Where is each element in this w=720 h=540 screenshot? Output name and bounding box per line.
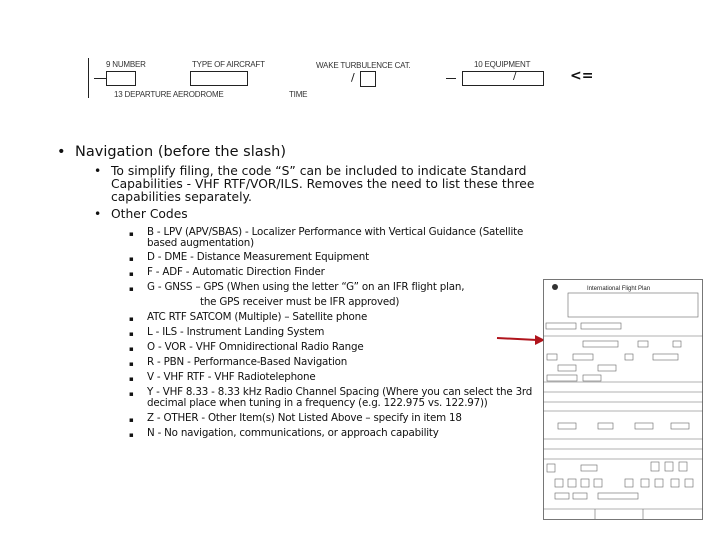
other-codes-heading: Other Codes xyxy=(111,207,188,221)
number-field xyxy=(106,71,136,86)
text-line: the GPS receiver must be IFR approved) xyxy=(200,295,400,308)
bullet: • xyxy=(57,144,66,160)
text-line: V - VHF RTF - VHF Radiotelephone xyxy=(147,371,316,383)
code-list-item xyxy=(147,372,315,383)
text-line: G - GNSS – GPS (When using the letter “G” on an IFR flight plan, xyxy=(147,281,465,293)
text-line: D - DME - Distance Measurement Equipment xyxy=(147,251,369,263)
code-list-item xyxy=(147,312,367,323)
slash: / xyxy=(513,71,517,82)
code-list-item xyxy=(147,357,347,368)
code-list-item xyxy=(147,428,439,439)
bullet: ▪ xyxy=(129,375,134,383)
code-list-item xyxy=(147,342,363,353)
simplify-text xyxy=(111,165,534,204)
red-arrow-icon xyxy=(495,333,547,347)
dash xyxy=(94,78,106,79)
flight-plan-form-thumbnail xyxy=(543,279,703,525)
code-list-item xyxy=(147,387,532,408)
text-line: O - VOR - VHF Omnidirectional Radio Range xyxy=(147,341,364,353)
text-line: Capabilities - VHF RTF/VOR/ILS. Removes the need to list these three xyxy=(111,177,535,191)
text-line: B - LPV (APV/SBAS) - Localizer Performance with Vertical Guidance (Satellite xyxy=(147,226,524,238)
bullet: ▪ xyxy=(129,345,134,353)
code-list-item xyxy=(147,267,325,278)
form-title: International Flight Plan xyxy=(587,286,651,292)
bullet: • xyxy=(94,207,102,221)
bullet: ▪ xyxy=(129,431,134,439)
bullet: ▪ xyxy=(129,255,134,263)
text-line: F - ADF - Automatic Direction Finder xyxy=(147,266,325,278)
label-time: TIME xyxy=(289,90,308,99)
pointer-icon: <= xyxy=(570,68,594,84)
text-line: R - PBN - Performance-Based Navigation xyxy=(147,356,348,368)
label-departure: 13 DEPARTURE AERODROME xyxy=(114,90,224,99)
bullet: • xyxy=(94,164,102,178)
bullet: ▪ xyxy=(129,285,134,293)
text-line: capabilities separately. xyxy=(111,190,252,204)
text-line: based augmentation) xyxy=(147,236,254,249)
bullet: ▪ xyxy=(129,230,134,238)
code-list-item xyxy=(147,227,523,248)
equipment-field xyxy=(462,71,544,86)
divider xyxy=(88,58,89,98)
label-number: 9 NUMBER xyxy=(106,60,146,69)
label-wake-turbulence: WAKE TURBULENCE CAT. xyxy=(316,61,411,70)
slash: / xyxy=(351,71,355,84)
bullet: ▪ xyxy=(129,390,134,398)
bullet: ▪ xyxy=(129,416,134,424)
code-list-item xyxy=(147,327,324,338)
wake-field xyxy=(360,71,376,87)
heading-navigation: Navigation (before the slash) xyxy=(75,144,287,160)
text-line: decimal place when tuning in a frequency (e.g. 122.975 vs. 122.97)) xyxy=(147,396,488,409)
text-line: Z - OTHER - Other Item(s) Not Listed Above – specify in item 18 xyxy=(147,412,462,424)
text-line: Y - VHF 8.33 - 8.33 kHz Radio Channel Spacing (Where you can select the 3rd xyxy=(147,386,533,398)
dash xyxy=(446,78,456,79)
text-line: ATC RTF SATCOM (Multiple) – Satellite phone xyxy=(147,311,368,323)
bullet: ▪ xyxy=(129,330,134,338)
code-list-item xyxy=(147,282,464,307)
bullet: ▪ xyxy=(129,315,134,323)
bullet: ▪ xyxy=(129,360,134,368)
bullet: ▪ xyxy=(129,270,134,278)
text-line: L - ILS - Instrument Landing System xyxy=(147,326,325,338)
label-equipment: 10 EQUIPMENT xyxy=(474,60,531,69)
text-line: N - No navigation, communications, or approach capability xyxy=(147,427,439,439)
label-type-of-aircraft: TYPE OF AIRCRAFT xyxy=(192,60,265,69)
code-list-item xyxy=(147,413,462,424)
code-list-item xyxy=(147,252,369,263)
text-line: To simplify filing, the code “S” can be included to indicate Standard xyxy=(111,164,527,178)
type-field xyxy=(190,71,248,86)
flight-plan-form-excerpt xyxy=(86,54,606,102)
